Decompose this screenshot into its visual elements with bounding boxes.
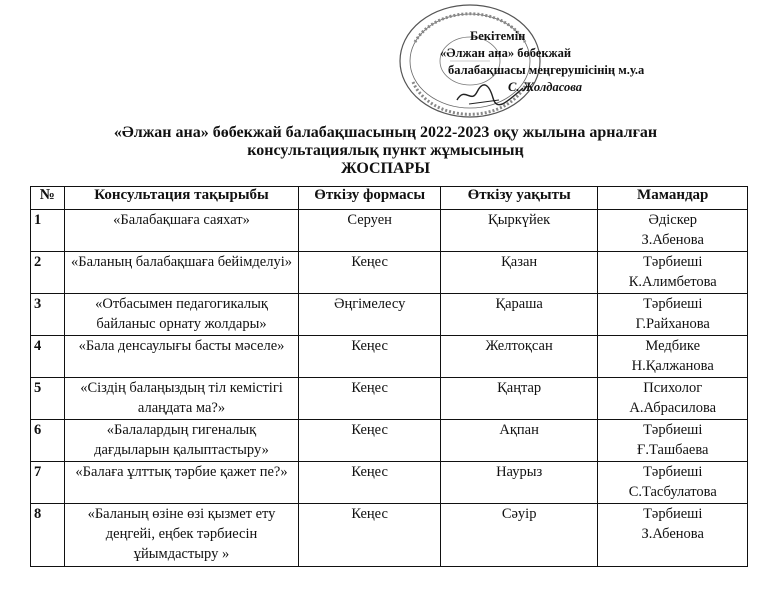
row-form: Кеңес: [299, 336, 440, 378]
row-topic: «Бала денсаулығы басты мәселе»: [64, 336, 299, 378]
table-row: [31, 210, 748, 252]
consultation-plan-table: [30, 186, 748, 567]
specialist-name: С.Тасбулатова: [628, 484, 717, 500]
row-time: Қазан: [440, 252, 598, 294]
row-number: 5: [31, 378, 65, 420]
specialist-role: Тәрбиеші: [643, 506, 703, 522]
approval-block: [440, 28, 644, 96]
row-form: Кеңес: [299, 252, 440, 294]
header-number: №: [31, 187, 65, 210]
row-time: Қаңтар: [440, 378, 598, 420]
specialist-name: Ғ.Ташбаева: [637, 442, 709, 458]
table-row: [31, 504, 748, 567]
table-row: [31, 252, 748, 294]
row-form: Кеңес: [299, 504, 440, 567]
approval-name: С. Жолдасова: [508, 80, 582, 94]
row-specialist: [598, 252, 748, 294]
row-specialist: [598, 210, 748, 252]
table-row: [31, 294, 748, 336]
row-form: Кеңес: [299, 378, 440, 420]
specialist-name: Н.Қалжанова: [631, 358, 714, 374]
specialist-role: Тәрбиеші: [643, 464, 703, 480]
specialist-name: З.Абенова: [641, 232, 704, 248]
row-time: Сәуір: [440, 504, 598, 567]
title-line-2: консультациялық пункт жұмысының: [247, 142, 524, 159]
row-time: Наурыз: [440, 462, 598, 504]
row-time: Желтоқсан: [440, 336, 598, 378]
specialist-role: Тәрбиеші: [643, 422, 703, 438]
specialist-role: Тәрбиеші: [643, 296, 703, 312]
approval-approved-label: Бекітемін: [470, 29, 526, 43]
table-row: [31, 462, 748, 504]
header-specialists: Мамандар: [598, 187, 748, 210]
row-number: 1: [31, 210, 65, 252]
approval-position: балабақшасы меңгерушісінің м.у.а: [448, 63, 645, 77]
row-specialist: [598, 420, 748, 462]
row-specialist: [598, 462, 748, 504]
row-topic: «Баланың балабақшаға бейімделуі»: [64, 252, 299, 294]
approval-organization: «Әлжан ана» бөбекжай: [440, 46, 572, 60]
specialist-role: Медбике: [645, 338, 701, 354]
document-title: [0, 124, 771, 178]
specialist-role: Әдіскер: [648, 212, 698, 228]
specialist-role: Тәрбиеші: [643, 254, 703, 270]
table-row: [31, 378, 748, 420]
row-number: 6: [31, 420, 65, 462]
row-topic: «Баланың өзіне өзі қызмет ету деңгейі, еңбек тәрбиесін ұйымдастыру »: [64, 504, 299, 567]
header-form: Өткізу формасы: [299, 187, 440, 210]
row-number: 2: [31, 252, 65, 294]
table-header-row: [31, 187, 748, 210]
row-time: Қараша: [440, 294, 598, 336]
row-form: Серуен: [299, 210, 440, 252]
row-number: 8: [31, 504, 65, 567]
row-specialist: [598, 378, 748, 420]
header-time: Өткізу уақыты: [440, 187, 598, 210]
row-topic: «Балаға ұлттық тәрбие қажет пе?»: [64, 462, 299, 504]
row-specialist: [598, 336, 748, 378]
row-topic: «Сіздің балаңыздың тіл кемістігі алаңдата ма?»: [64, 378, 299, 420]
table-row: [31, 336, 748, 378]
row-topic: «Балалардың гигеналық дағдыларын қалыптастыру»: [64, 420, 299, 462]
row-number: 4: [31, 336, 65, 378]
row-specialist: [598, 294, 748, 336]
row-number: 3: [31, 294, 65, 336]
specialist-name: Г.Райханова: [635, 316, 710, 332]
row-form: Кеңес: [299, 462, 440, 504]
row-topic: «Отбасымен педагогикалық байланыс орнату жолдары»: [64, 294, 299, 336]
specialist-name: А.Абрасилова: [629, 400, 717, 416]
row-specialist: [598, 504, 748, 567]
specialist-name: З.Абенова: [641, 526, 704, 542]
row-time: Қыркүйек: [440, 210, 598, 252]
row-form: Кеңес: [299, 420, 440, 462]
row-form: Әңгімелесу: [299, 294, 440, 336]
table-row: [31, 420, 748, 462]
row-time: Ақпан: [440, 420, 598, 462]
specialist-role: Психолог: [643, 380, 703, 396]
title-line-1: «Әлжан ана» бөбекжай балабақшасының 2022-2023 оқу жылына арналған: [113, 124, 658, 141]
row-number: 7: [31, 462, 65, 504]
header-topic: Консультация тақырыбы: [64, 187, 299, 210]
title-line-3: ЖОСПАРЫ: [340, 160, 431, 177]
specialist-name: К.Алимбетова: [628, 274, 717, 290]
row-topic: «Балабақшаға саяхат»: [64, 210, 299, 252]
